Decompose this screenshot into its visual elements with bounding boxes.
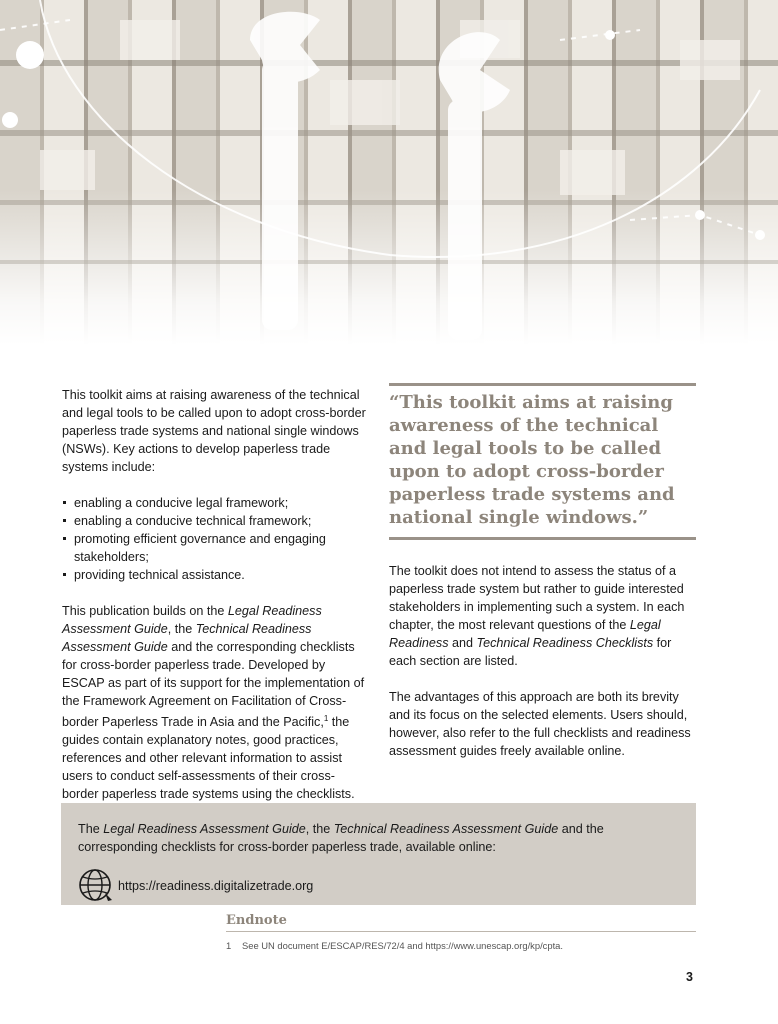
endnote-item: [226, 940, 696, 951]
list-item: providing technical assistance.: [62, 566, 368, 584]
list-item: promoting efficient governance and engaging stakeholders;: [62, 530, 368, 566]
list-item: enabling a conducive legal framework;: [62, 494, 368, 512]
globe-icon: [78, 868, 114, 904]
intro-paragraph: This toolkit aims at raising awareness of the technical and legal tools to be called upon to adopt cross-border paperless trade systems and national single windows (NSWs). Key actions to develop paperless trade systems include:: [62, 388, 366, 474]
left-column: [62, 386, 368, 821]
cubes-and-tools-illustration: [0, 0, 778, 345]
text-run: , the: [167, 622, 196, 636]
wrench-icon-2: [439, 32, 510, 340]
right-column: [389, 383, 696, 778]
advantages-paragraph: The advantages of this approach are both its brevity and its focus on the selected elements. Users should, however, also refer to the full checklists and readiness assessment guides freely available online.: [389, 690, 691, 758]
publication-paragraph: [62, 602, 368, 803]
text-run: , the: [305, 822, 334, 836]
text-run: the guides contain explanatory notes, good practices, references and other relevant information to assist users to conduct self-assessments of their cross-border paperless trade systems using the checklists.: [62, 715, 355, 802]
pull-quote: “This toolkit aims at raising awareness of the technical and legal tools to be called upon to adopt cross-border paperless trade systems and national single windows.”: [389, 383, 696, 540]
text-run: and: [448, 636, 477, 650]
key-actions-list: [62, 494, 368, 584]
callout-text: [78, 820, 680, 856]
checklists-title: Technical Readiness Checklists: [476, 636, 654, 650]
online-resources-box: [61, 803, 696, 905]
toolkit-paragraph: [389, 562, 696, 670]
text-run: and the corresponding checklists for cross-border paperless trade. Developed by ESCAP as part of its support for the implementation of the Framework Agreement on Facilitation of Cross-border Paperless Trade in Asia and the Pacific,: [62, 640, 365, 730]
legal-guide-title: Legal Readiness Assessment Guide: [103, 822, 306, 836]
text-run: This publication builds on the: [62, 604, 228, 618]
endnote-number: 1: [226, 940, 232, 951]
endnote-text: See UN document E/ESCAP/RES/72/4 and https://www.unescap.org/kp/cpta.: [242, 940, 564, 951]
readiness-link-row: [78, 868, 680, 904]
text-run: The: [78, 822, 104, 836]
legal-readiness-title: Legal Readiness: [389, 618, 661, 650]
endnote-section: [226, 913, 696, 951]
list-item: enabling a conducive technical framework;: [62, 512, 368, 530]
text-run: for each section are listed.: [389, 636, 672, 668]
text-run: The toolkit does not intend to assess the status of a paperless trade system but rather to guide interested stakeholders in implementing such a system. In each chapter, the most relevant questions of the: [389, 564, 685, 632]
endnote-heading: Endnote: [226, 913, 696, 932]
hero-image: [0, 0, 778, 345]
technical-guide-title: Technical Readiness Assessment Guide: [333, 822, 559, 836]
legal-guide-title: Legal Readiness Assessment Guide: [62, 604, 322, 636]
wrench-icon: [250, 12, 320, 330]
readiness-url-link[interactable]: https://readiness.digitalizetrade.org: [118, 879, 314, 893]
page-number: 3: [686, 970, 693, 984]
footnote-ref[interactable]: 1: [323, 714, 329, 723]
technical-guide-title: Technical Readiness Assessment Guide: [62, 622, 312, 654]
text-run: and the corresponding checklists for cross-border paperless trade, available online:: [78, 822, 604, 854]
